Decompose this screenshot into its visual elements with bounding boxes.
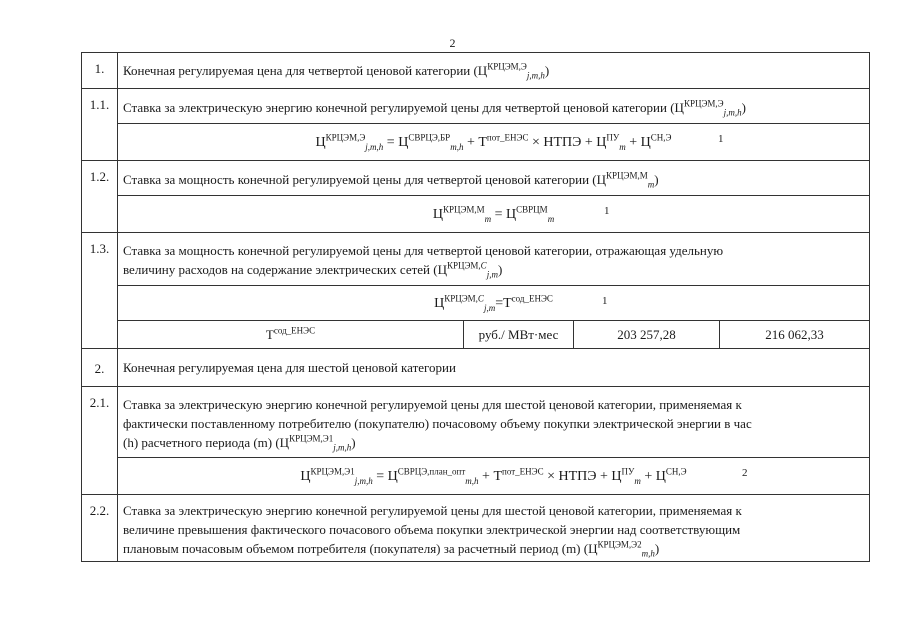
row-1-1 <box>82 89 870 124</box>
rate-label: $Т^{сод\_ЕНЭС}$ <box>118 321 464 349</box>
row-2-2 <box>82 495 870 562</box>
formula: $Ц^{КРЦЭМ,М}_m = Ц^{СВРЦМ}_m$ 1 <box>118 196 870 233</box>
row-number: 2.1. <box>82 387 118 495</box>
row-1-3 <box>82 233 870 286</box>
section-title: Ставка за мощность конечной регулируемой цены для четвертой ценовой категории $(Ц^{КРЦЭМ,М}_m)$ <box>118 161 870 196</box>
tariff-table <box>81 52 870 562</box>
row-1-2 <box>82 161 870 196</box>
formula: $Ц^{КРЦЭМ,Э1}_{j,m,h} = Ц^{СВРЦЭ,план\_опт}_{m,h} + Т^{пот\_ЕНЭС}$ × НТПЭ + $Ц^{ПУ}_m + Ц^{СН,Э}$ 2 <box>118 458 870 495</box>
footnote-mark: 1 <box>604 205 610 217</box>
row-number: 1.3. <box>82 233 118 349</box>
section-title: Ставка за электрическую энергию конечной регулируемой цены для четвертой ценовой категории $(Ц^{КРЦЭМ,Э}_{j,m,h})$ <box>118 89 870 124</box>
row-2-1 <box>82 387 870 458</box>
row-1 <box>82 53 870 89</box>
footnote-mark: 1 <box>718 133 724 145</box>
unit-cell: руб./ МВт·мес <box>464 321 574 349</box>
value-cell: 216 062,33 <box>720 321 870 349</box>
row-number: 1.2. <box>82 161 118 233</box>
page-number: 2 <box>449 36 456 50</box>
row-2 <box>82 349 870 387</box>
row-number: 2.2. <box>82 495 118 562</box>
section-title: Ставка за электрическую энергию конечной регулируемой цены для шестой ценовой категории, применяемая к фактически поставленному потребителю (покупателю) почасовому объему покупки электрической энергии в час (h) расчетного периода (m) $(Ц^{КРЦЭМ,Э1}_{j,m,h})$ <box>118 387 870 458</box>
row-number: 2. <box>82 349 118 387</box>
footnote-mark: 2 <box>742 467 748 479</box>
row-number: 1. <box>82 53 118 89</box>
value-cell: 203 257,28 <box>574 321 720 349</box>
section-title: Конечная регулируемая цена для четвертой ценовой категории $(Ц^{КРЦЭМ,Э}_{j,m,h})$ <box>118 53 870 89</box>
formula: $Ц^{КРЦЭМ,С}_{j,m}=Т^{сод\_ЕНЭС}$ 1 <box>118 286 870 321</box>
footnote-mark: 1 <box>602 295 608 307</box>
row-number: 1.1. <box>82 89 118 161</box>
section-title: Ставка за мощность конечной регулируемой цены для четвертой ценовой категории, отражающая удельную величину расходов на содержание электрических сетей $(Ц^{КРЦЭМ,С}_{j,m})$ <box>118 233 870 286</box>
formula: $Ц^{КРЦЭМ,Э}_{j,m,h} = Ц^{СВРЦЭ,БР}_{m,h} + Т^{пот\_ЕНЭС}$ × НТПЭ + $Ц^{ПУ}_m + Ц^{СН,Э}$ 1 <box>118 124 870 161</box>
section-title: Ставка за электрическую энергию конечной регулируемой цены для шестой ценовой категории, применяемая к величине превышения фактического почасового объема покупки электрической энергии над соответствующим плановым почасовым объемом потребителя (покупателя) за расчетный период (m) $(Ц^{КРЦЭМ,Э2}_{m,h})$ <box>118 495 870 562</box>
section-title: Конечная регулируемая цена для шестой ценовой категории <box>118 349 870 387</box>
